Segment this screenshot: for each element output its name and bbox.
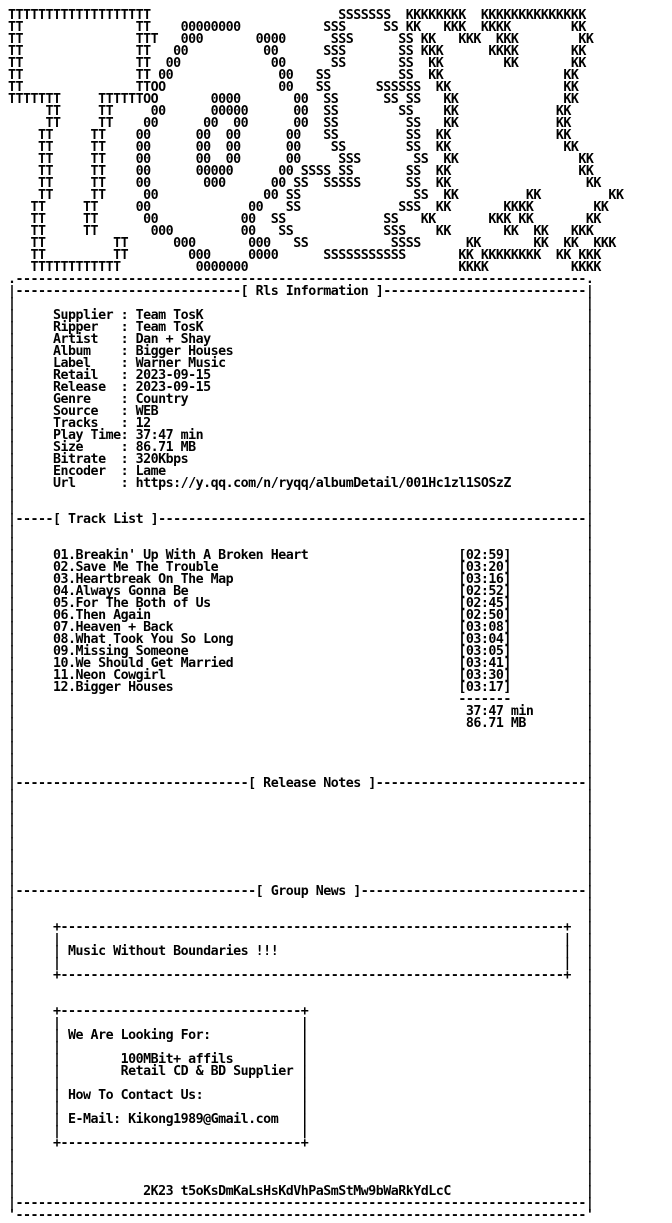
nfo-line: TT TT 00 00 SS SS KK KK	[8, 68, 579, 83]
nfo-line: | | E-Mail: Kikong1989@Gmail.com | |	[8, 1112, 594, 1127]
nfo-line: | |	[8, 1148, 594, 1163]
nfo-line: | Album : Bigger Houses |	[8, 344, 594, 359]
nfo-line: | Genre : Country |	[8, 392, 594, 407]
nfo-line: TT TT 000 0000 SSSSSSSSSSS KK KKKKKKKK KK KKK	[8, 248, 601, 263]
nfo-line: | Source : WEB |	[8, 404, 594, 419]
nfo-line: TT TT 00 00000 00 SS SS KK KK	[8, 104, 571, 119]
nfo-line: | |	[8, 980, 594, 995]
nfo-line: | Label : Warner Music |	[8, 356, 594, 371]
nfo-line: | |	[8, 836, 594, 851]
nfo-line: |--------------------------------[ Group News ]------------------------------|	[8, 884, 594, 899]
nfo-line: | 08.What Took You So Long [03:04] |	[8, 632, 594, 647]
nfo-line: | |	[8, 848, 594, 863]
nfo-line: | |	[8, 500, 594, 515]
nfo-line: | Ripper : Team TosK |	[8, 320, 594, 335]
nfo-line: | |	[8, 896, 594, 911]
nfo-line: '----------------------------------------------------------------------------'	[8, 1208, 594, 1223]
nfo-line: TT TT 00 00 SSS SS KKK KKKK KK	[8, 44, 586, 59]
nfo-line: | 2K23 t5oKsDmKaLsHsKdVhPaSmStMw9bWaRkYdLcC |	[8, 1184, 594, 1199]
nfo-line: TT TT 000 00 SS SSS KK KK KK KKK	[8, 224, 594, 239]
nfo-line: TTTTTTTTTTTTTTTTTTT SSSSSSS KKKKKKKK KKKKKKKKKKKKKK	[8, 8, 586, 23]
nfo-line: | 01.Breakin' Up With A Broken Heart [02:59] |	[8, 548, 594, 563]
nfo-line: | Size : 86.71 MB |	[8, 440, 594, 455]
nfo-line: | +-------------------------------------------------------------------+ |	[8, 920, 594, 935]
nfo-line: | |	[8, 740, 594, 755]
nfo-line: | Tracks : 12 |	[8, 416, 594, 431]
nfo-line: | +-------------------------------------------------------------------+ |	[8, 968, 594, 983]
nfo-line: | |	[8, 908, 594, 923]
nfo-line: TT TT 00 00 00 00 SSS SS KK KK	[8, 152, 594, 167]
nfo-line: | |	[8, 1172, 594, 1187]
nfo-line: | |	[8, 872, 594, 887]
nfo-line: | |	[8, 536, 594, 551]
nfo-line: | 07.Heaven + Back [03:08] |	[8, 620, 594, 635]
nfo-line: TT TT 00 00000 00 SSSS SS SS KK KK	[8, 164, 594, 179]
nfo-line: | | | |	[8, 932, 594, 947]
nfo-line: | | 100MBit+ affils | |	[8, 1052, 594, 1067]
nfo-line: TTTTTTTTTTTT 0000000 KKKK KKKK	[8, 260, 601, 275]
nfo-line: TT TT 00 00 SS SSS KK KKKK KK	[8, 200, 609, 215]
nfo-line: | 11.Neon Cowgirl [03:30] |	[8, 668, 594, 683]
nfo-line: TT TT 00 00 SS SS KK KK KK	[8, 56, 586, 71]
nfo-line: | | | |	[8, 1076, 594, 1091]
nfo-line: | | Music Without Boundaries !!! | |	[8, 944, 594, 959]
nfo-line: .----------------------------------------------------------------------------.	[8, 272, 594, 287]
nfo-line: TT TT 00000000 SSS SS KK KKK KKKK KK	[8, 20, 586, 35]
nfo-line: | |	[8, 524, 594, 539]
nfo-line: | | | |	[8, 1040, 594, 1055]
nfo-line: TT TTOO 00 SS SSSSSS KK KK	[8, 80, 579, 95]
nfo-line: | | | |	[8, 1124, 594, 1139]
nfo-line: | 02.Save Me The Trouble [03:20] |	[8, 560, 594, 575]
nfo-line: | |	[8, 752, 594, 767]
nfo-line: | 06.Then Again [02:50] |	[8, 608, 594, 623]
nfo-line: |----------------------------------------------------------------------------|	[8, 1196, 594, 1211]
nfo-line: | | | |	[8, 1100, 594, 1115]
nfo-line: | +--------------------------------+ |	[8, 1136, 594, 1151]
nfo-line: | Bitrate : 320Kbps |	[8, 452, 594, 467]
nfo-line: TT TT 00 00 00 00 SS SS KK KK	[8, 140, 579, 155]
nfo-line: | 37:47 min |	[8, 704, 594, 719]
nfo-line: |-----[ Track List ]---------------------------------------------------------|	[8, 512, 594, 527]
nfo-line: | |	[8, 992, 594, 1007]
nfo-line: | |	[8, 488, 594, 503]
nfo-line: | 10.We Should Get Married [03:41] |	[8, 656, 594, 671]
nfo-line: | | | |	[8, 1016, 594, 1031]
nfo-line: | 86.71 MB |	[8, 716, 594, 731]
nfo-line: | Supplier : Team TosK |	[8, 308, 594, 323]
nfo-line: | | How To Contact Us: | |	[8, 1088, 594, 1103]
nfo-line: | Url : https://y.qq.com/n/ryqq/albumDetail/001Hc1zl1SOSzZ |	[8, 476, 594, 491]
nfo-line: | 05.For The Both of Us [02:45] |	[8, 596, 594, 611]
nfo-line: TTTTTTT TTTTTTOO 0000 00 SS SS SS KK KK	[8, 92, 579, 107]
nfo-line: TT TT 00 00 00 00 SS SS KK KK	[8, 116, 571, 131]
nfo-line: | |	[8, 728, 594, 743]
nfo-line: |------------------------------[ Rls Information ]---------------------------|	[8, 284, 594, 299]
nfo-line: TT TT 000 000 SS SSSS KK KK KK KKK	[8, 236, 616, 251]
nfo-line: | | Retail CD & BD Supplier | |	[8, 1064, 594, 1079]
nfo-line: | Play Time: 37:47 min |	[8, 428, 594, 443]
nfo-line: | | We Are Looking For: | |	[8, 1028, 594, 1043]
nfo-line: TT TT 00 00 SS SS KK KK KK	[8, 188, 624, 203]
nfo-line: | Encoder : Lame |	[8, 464, 594, 479]
nfo-line: |-------------------------------[ Release Notes ]----------------------------|	[8, 776, 594, 791]
nfo-line: | | | |	[8, 956, 594, 971]
nfo-line: | |	[8, 296, 594, 311]
nfo-line: TT TTT 000 0000 SSS SS KK KKK KKK KK	[8, 32, 594, 47]
nfo-line: TT TT 00 000 00 SS SSSSS SS KK KK	[8, 176, 601, 191]
nfo-line: | 04.Always Gonna Be [02:52] |	[8, 584, 594, 599]
nfo-line: | 12.Bigger Houses [03:17] |	[8, 680, 594, 695]
nfo-line: | Retail : 2023-09-15 |	[8, 368, 594, 383]
nfo-line: | |	[8, 800, 594, 815]
nfo-line: | Release : 2023-09-15 |	[8, 380, 594, 395]
nfo-line: | |	[8, 764, 594, 779]
nfo-line: | 03.Heartbreak On The Map [03:16] |	[8, 572, 594, 587]
nfo-line: | ------- |	[8, 692, 594, 707]
nfo-line: TT TT 00 00 00 00 SS SS KK KK	[8, 128, 571, 143]
nfo-line: | |	[8, 1160, 594, 1175]
nfo-line: | |	[8, 824, 594, 839]
nfo-line: | +--------------------------------+ |	[8, 1004, 594, 1019]
nfo-line: TT TT 00 00 SS SS KK KKK KK KK	[8, 212, 601, 227]
nfo-line: | 09.Missing Someone [03:05] |	[8, 644, 594, 659]
nfo-line: | |	[8, 812, 594, 827]
nfo-line: | |	[8, 788, 594, 803]
nfo-line: | |	[8, 860, 594, 875]
nfo-line: | Artist : Dan + Shay |	[8, 332, 594, 347]
